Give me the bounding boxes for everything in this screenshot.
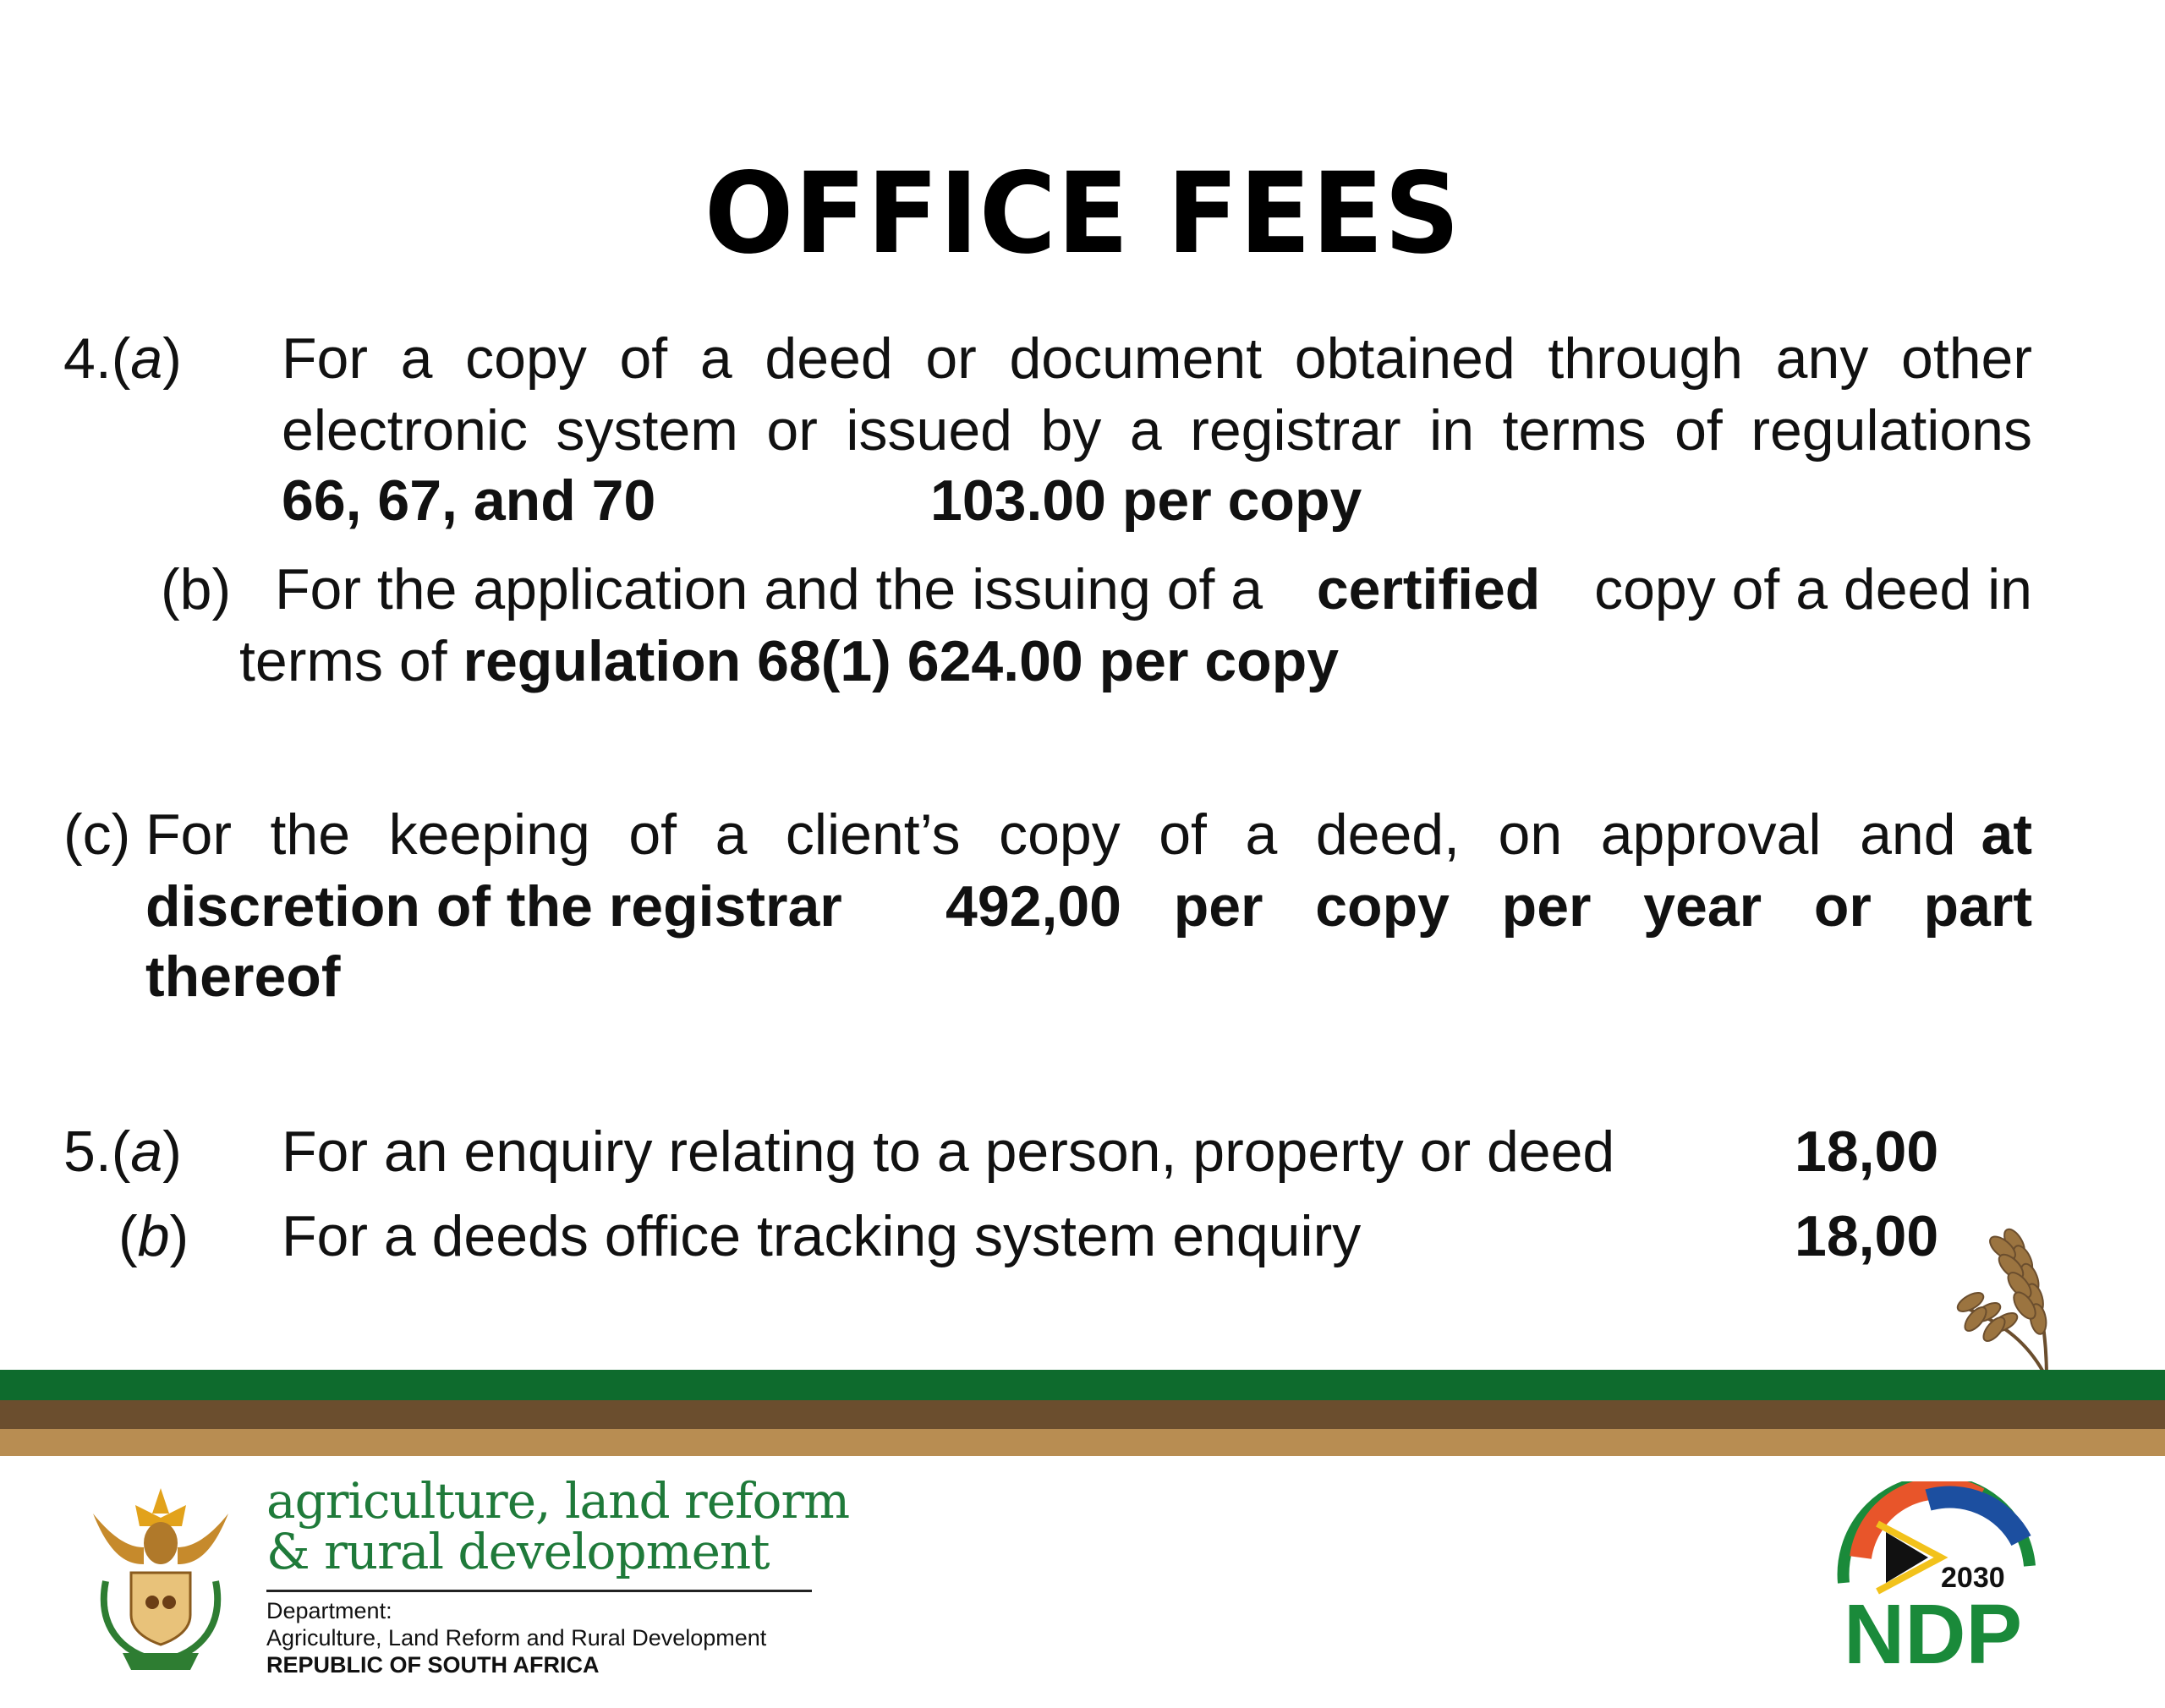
item-4b-label: (b) xyxy=(161,557,232,621)
ndp-year: 2030 xyxy=(1941,1562,2005,1594)
item-4c-text1: For the keeping of a client’s copy of a deed, on approval and xyxy=(145,802,1956,867)
item-4b-text2: copy of a deed in xyxy=(1594,557,2032,621)
dept-name-line1: agriculture, land reform xyxy=(266,1472,850,1530)
footer-band-green xyxy=(0,1370,2165,1400)
item-4c-label: (c) xyxy=(63,802,131,867)
item-4b-line2 xyxy=(239,626,1339,698)
item-5a-fee: 18,00 xyxy=(1795,1120,1939,1184)
item-4c-at: at xyxy=(1981,802,2032,867)
dept-country: REPUBLIC OF SOUTH AFRICA xyxy=(266,1652,600,1678)
dept-divider xyxy=(266,1590,812,1592)
wheat-icon xyxy=(1920,1175,2089,1378)
coat-of-arms-icon xyxy=(85,1480,237,1674)
item-4c-fee: 492,00 per copy per year or part xyxy=(945,874,2032,939)
item-4c-discretion: discretion of the registrar xyxy=(145,874,842,939)
footer-band-tan xyxy=(0,1429,2165,1456)
item-4b-fee: 624.00 per copy xyxy=(907,629,1340,693)
item-4a-line1: For a copy of a deed or document obtained through any other xyxy=(282,326,2032,391)
page-title: OFFICE FEES xyxy=(704,149,1461,279)
item-4c-thereof: thereof xyxy=(145,944,341,1009)
item-4-number: 4.(a) xyxy=(63,326,182,391)
item-4b-text3: terms of xyxy=(239,629,447,693)
item-4c-line1 xyxy=(145,799,2032,871)
item-4a-fee: 103.00 per copy xyxy=(930,468,1362,533)
item-4a-line2: electronic system or issued by a registrar in terms of regulations xyxy=(282,398,2032,463)
dept-name-line2: & rural development xyxy=(266,1523,770,1580)
item-4b-certified: certified xyxy=(1316,557,1541,621)
item-5b-label: (b) xyxy=(118,1204,189,1268)
dept-label: Department: xyxy=(266,1598,392,1623)
footer-band-brown xyxy=(0,1400,2165,1429)
dept-fullname: Agriculture, Land Reform and Rural Development xyxy=(266,1625,767,1651)
item-4b-text1: For the application and the issuing of a xyxy=(275,557,1263,621)
item-5-number: 5.(a) xyxy=(63,1120,182,1184)
item-5b-fee: 18,00 xyxy=(1795,1204,1939,1268)
item-4b-line1 xyxy=(275,554,2032,626)
item-5b-text: For a deeds office tracking system enquiry xyxy=(282,1204,1362,1268)
item-4a-regulations: 66, 67, and 70 xyxy=(282,468,656,533)
item-5a-text: For an enquiry relating to a person, property or deed xyxy=(282,1120,1615,1184)
ndp-text: NDP xyxy=(1844,1587,2023,1676)
item-4b-regulation: regulation 68(1) xyxy=(463,629,891,693)
ndp-logo-icon xyxy=(1827,1481,2047,1676)
